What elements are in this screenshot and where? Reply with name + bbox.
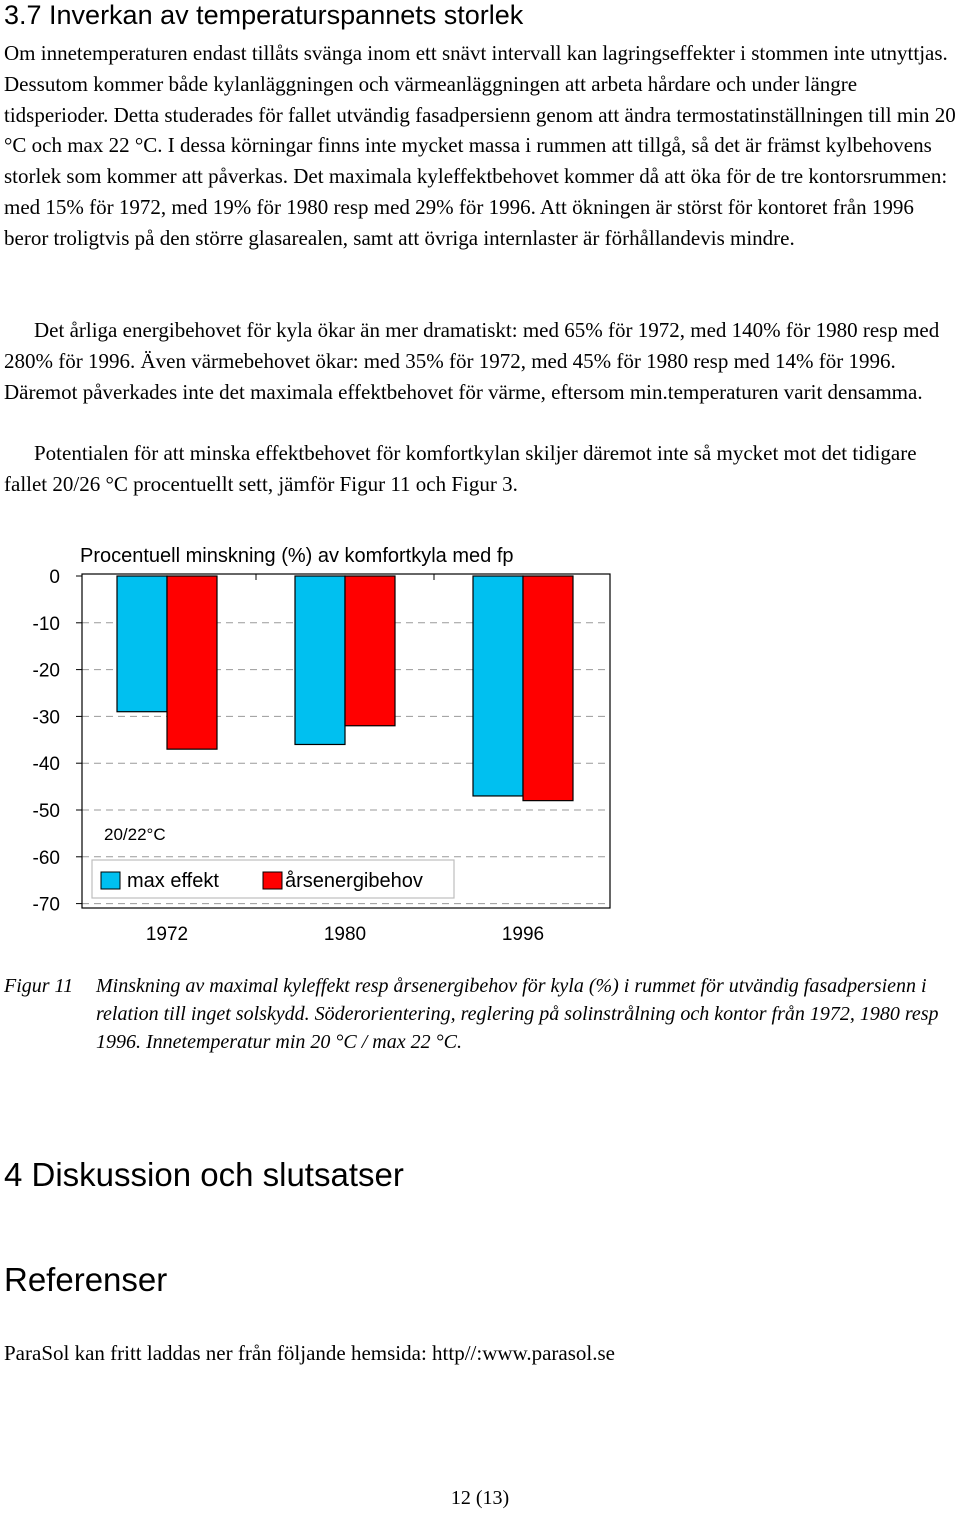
bar-1972-arsenergibehov — [167, 576, 217, 749]
section-heading-3-7: 3.7 Inverkan av temperaturspannets storlek — [4, 0, 524, 30]
y-tick-label: -10 — [32, 613, 60, 635]
chart-y-ticks — [33, 567, 82, 916]
figure-label: Figur 11 — [4, 975, 74, 997]
bar-1980-arsenergibehov — [345, 576, 395, 726]
x-tick-label: 1996 — [501, 924, 545, 945]
chart-bars — [117, 576, 573, 801]
y-tick-label: -40 — [32, 754, 60, 776]
bar-1972-max-effekt — [117, 576, 167, 712]
legend-swatch-arsenergibehov — [263, 872, 282, 889]
x-tick-label: 1972 — [145, 924, 189, 945]
y-tick-label: -50 — [32, 801, 60, 822]
chart-annotation: 20/22°C — [104, 825, 166, 844]
references-text: ParaSol kan fritt laddas ner från följande hemsida: http//:www.parasol.se — [4, 1341, 615, 1365]
legend-swatch-max-effekt — [101, 872, 120, 889]
figure-caption — [4, 972, 956, 1056]
page-number: 12 (13) — [450, 1487, 510, 1509]
figure-caption-text: Minskning av maximal kyleffekt resp årsenergibehov för kyla (%) i rummet för utvändig fasadpersienn i relation till inget solskydd. Söderorientering, reglering på solinstrålning och kontor från 1972, 1980 resp 1996. Innetemperatur min 20 °C / max 22 °C. — [96, 975, 939, 1053]
bar-1996-arsenergibehov — [523, 576, 573, 801]
body-paragraph-1: Om innetemperaturen endast tillåts svänga inom ett snävt intervall kan lagringseffekter i stommen inte utnyttjas. Dessutom kommer både kylanläggningen och värmeanläggningen att arbeta hårdare och under längre tidsperioder. Detta studerades för fallet utvändig fasadpersienn genom att ändra termostatinställningen till min 20 °C och max 22 °C. I dessa körningar finns inte mycket massa i rummen att tillgå, så det är främst kylbehovens storlek som kommer att påverkas. Det maximala kyleffektbehovet kommer då att öka för de tre kontorsrummen: med 15% för 1972, med 19% för 1980 resp med 29% för 1996. Att ökningen är störst för kontoret från 1996 beror troligtvis på den större glasarealen, samt att övriga internlaster är förhållandevis mindre. — [4, 41, 956, 250]
y-tick-label: -70 — [32, 894, 60, 916]
y-tick-label: -20 — [32, 660, 60, 682]
y-tick-label: -30 — [32, 707, 60, 729]
y-tick-label: -60 — [32, 847, 60, 869]
bar-chart — [0, 530, 620, 960]
legend-label-max-effekt: max effekt — [127, 870, 219, 892]
legend-label-arsenergibehov: årsenergibehov — [285, 870, 423, 892]
bar-1980-max-effekt — [295, 576, 345, 744]
references-heading: Referenser — [4, 1261, 168, 1298]
body-paragraph-2: Det årliga energibehovet för kyla ökar än mer dramatiskt: med 65% för 1972, med 140% för 1980 resp med 280% för 1996. Även värmebehovet ökar: med 35% för 1972, med 45% för 1980 resp med 14% för 1996. Däremot påverkades inte det maximala effektbehovet för värme, eftersom min.temperaturen varit densamma. — [4, 318, 940, 404]
x-tick-label: 1980 — [323, 924, 367, 945]
section-heading-4: 4 Diskussion och slutsatser — [4, 1156, 404, 1193]
y-tick-label: 0 — [49, 567, 60, 588]
chart-title: Procentuell minskning (%) av komfortkyla med fp — [80, 545, 514, 567]
chart-legend — [92, 860, 454, 898]
bar-1996-max-effekt — [473, 576, 523, 796]
body-paragraph-3: Potentialen för att minska effektbehovet för komfortkylan skiljer däremot inte så mycket mot det tidigare fallet 20/26 °C procentuellt sett, jämför Figur 11 och Figur 3. — [4, 441, 917, 496]
